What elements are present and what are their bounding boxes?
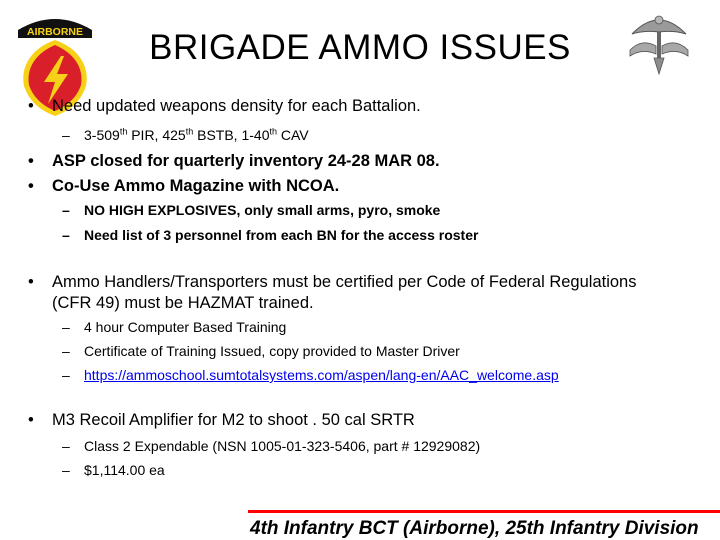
superscript: th bbox=[185, 126, 194, 137]
sub-bullet-nsn bbox=[62, 437, 481, 455]
bullet-text: M3 Recoil Amplifier for M2 to shoot . 50 cal SRTR bbox=[52, 411, 415, 429]
dash-icon: – bbox=[62, 438, 70, 454]
superscript: th bbox=[269, 126, 277, 137]
sub-bullet-certificate bbox=[62, 342, 460, 360]
bullet-text-line1: Ammo Handlers/Transporters must be certified per Code of Federal Regulations bbox=[52, 273, 637, 291]
sub-bullet-text: 4 hour Computer Based Training bbox=[84, 319, 287, 335]
unit-part: CAV bbox=[277, 127, 309, 143]
bullet-asp-closed bbox=[28, 151, 440, 172]
sub-bullet-link bbox=[62, 366, 559, 384]
sub-bullet-text: Class 2 Expendable (NSN 1005-01-323-5406, part # 12929082) bbox=[84, 438, 481, 454]
dash-icon: – bbox=[62, 319, 70, 335]
bullet-dot-icon: • bbox=[28, 411, 34, 429]
dash-icon: – bbox=[62, 343, 70, 359]
sub-bullet-text: Need list of 3 personnel from each BN for the access roster bbox=[84, 227, 479, 243]
sub-bullet-price bbox=[62, 461, 165, 479]
bullet-text: ASP closed for quarterly inventory 24-28 MAR 08. bbox=[52, 152, 440, 170]
ammo-school-link[interactable]: https://ammoschool.sumtotalsystems.com/aspen/lang-en/AAC_welcome.asp bbox=[84, 367, 559, 383]
dash-icon: – bbox=[62, 202, 70, 218]
sub-bullet-cbt bbox=[62, 318, 287, 336]
sub-bullet-text: $1,114.00 ea bbox=[84, 462, 165, 478]
bullet-dot-icon: • bbox=[28, 97, 34, 115]
bullet-text: Need updated weapons density for each Battalion. bbox=[52, 97, 421, 115]
sub-bullet-access-roster bbox=[62, 226, 479, 244]
bullet-co-use-magazine bbox=[28, 176, 340, 197]
bullet-m3-recoil bbox=[28, 410, 415, 431]
unit-part: 3-509 bbox=[84, 127, 120, 143]
logo-airborne-text: AIRBORNE bbox=[26, 26, 84, 38]
dash-icon: – bbox=[62, 127, 70, 143]
sub-bullet-no-explosives bbox=[62, 201, 441, 219]
sub-bullet-text: Certificate of Training Issued, copy provided to Master Driver bbox=[84, 343, 460, 359]
dash-icon: – bbox=[62, 462, 70, 478]
sub-bullet-text: NO HIGH EXPLOSIVES, only small arms, pyro, smoke bbox=[84, 202, 441, 218]
bullet-weapons-density bbox=[28, 96, 421, 117]
dash-icon: – bbox=[62, 227, 70, 243]
footer-rule bbox=[248, 510, 720, 513]
unit-part: PIR, 425 bbox=[127, 127, 186, 143]
bullet-text-line2: (CFR 49) must be HAZMAT trained. bbox=[52, 294, 314, 312]
bullet-dot-icon: • bbox=[28, 152, 34, 170]
bullet-dot-icon: • bbox=[28, 273, 34, 291]
bullet-text: Co-Use Ammo Magazine with NCOA. bbox=[52, 177, 340, 195]
superscript: th bbox=[119, 126, 128, 137]
page-title: BRIGADE AMMO ISSUES bbox=[149, 28, 571, 67]
bullet-dot-icon: • bbox=[28, 177, 34, 195]
dash-icon: – bbox=[62, 367, 70, 383]
bullet-ammo-handlers bbox=[28, 272, 637, 314]
footer-unit-name: 4th Infantry BCT (Airborne), 25th Infantry Division bbox=[250, 518, 699, 539]
sub-bullet-units bbox=[62, 126, 309, 144]
unit-part: BSTB, 1-40 bbox=[193, 127, 270, 143]
